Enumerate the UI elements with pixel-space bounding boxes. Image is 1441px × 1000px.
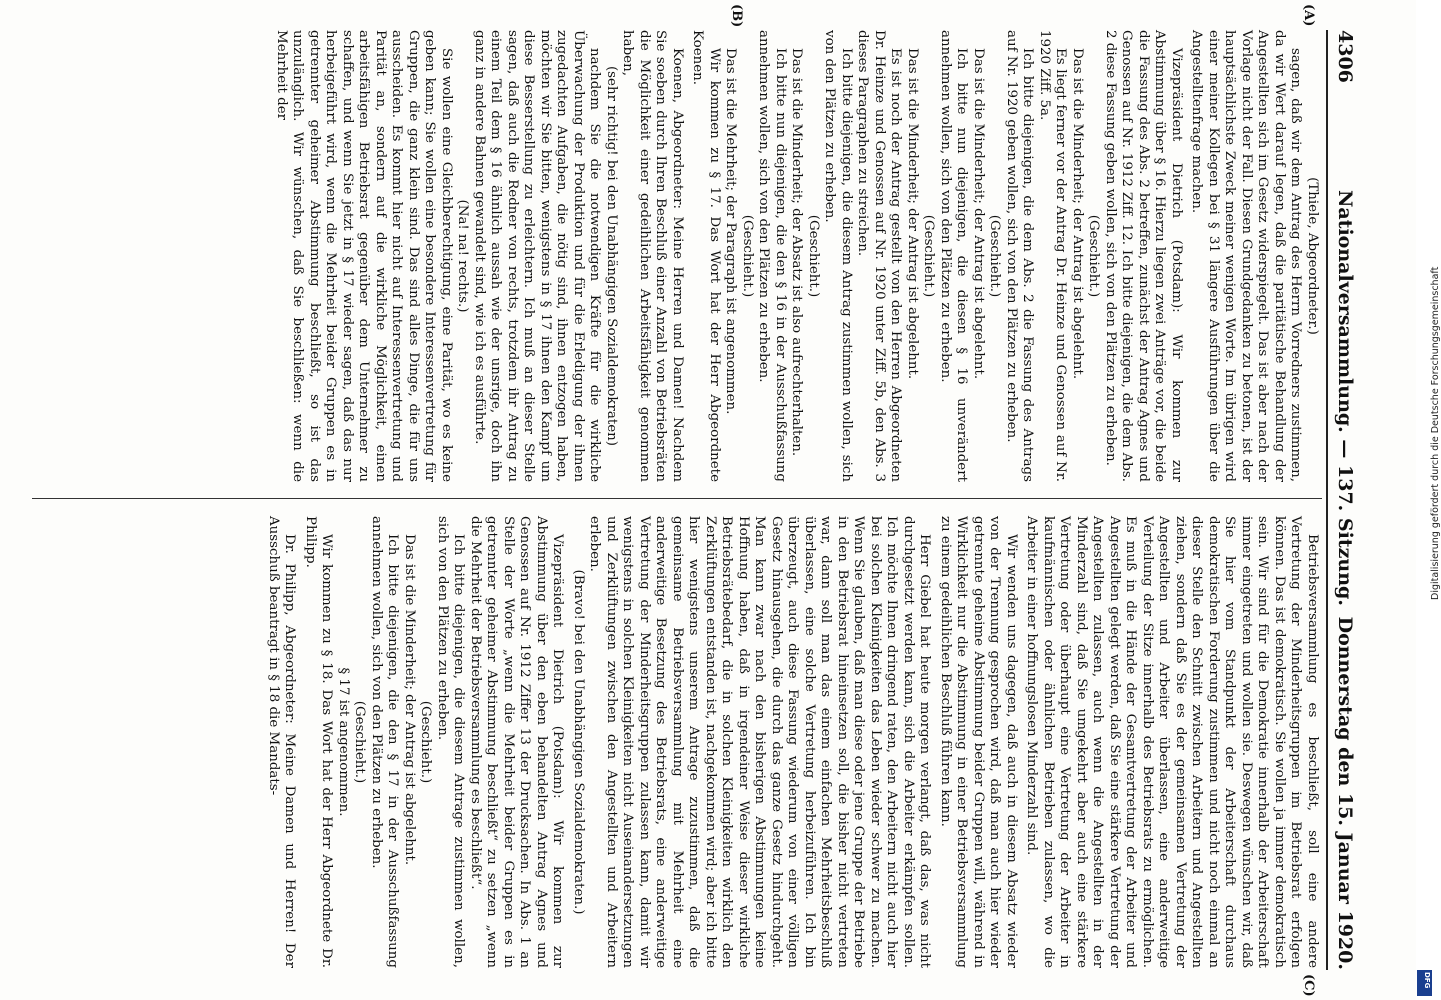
paragraph: Das ist die Minderheit; der Absatz ist also aufrechterhalten. (789, 48, 805, 457)
paragraph: Wir kommen zu § 17. Das Wort hat der Herr Abgeordnete Koenen. (690, 30, 722, 482)
margin-marker-a: (A) (1301, 4, 1316, 27)
paragraph: (Bravo! bei den Unabhängigen Sozialdemokraten.) (571, 569, 586, 915)
dfg-logo-text: DFG (1423, 972, 1431, 989)
left-column (30, 30, 1320, 482)
paragraph: (Geschieht.) (921, 214, 937, 298)
page-header (1326, 30, 1362, 970)
paragraph: § 17 ist angenommen. (336, 667, 351, 817)
paragraph: Ich bitte nun diejenigen, die diesen § 16 unverändert annehmen wollen, sich von den Plätzen zu erheben. (938, 30, 970, 482)
paragraph: Herr Giebel hat heute morgen verlangt, daß das, was nicht durchgesetzt werden kann, sich die Arbeiter erkämpfen sollen. Ich möchte Ihnen dringend raten, den Arbeitern nicht auch hier bei solchen Kleinigkeiten das Leben wieder schwer zu machen. Wenn Sie glauben, daß man diese oder jene Gruppe der Betriebe in den Betriebsrat hineinsetzen soll, die bisher nicht vertreten war, dann soll man das einem einfachen Mehrheitsbeschluß überlassen, eine solche Vertretung herbeizuführen. Ich bin überzeugt, auch diese Fassung wiederum von einer völligen Gesetz hinausgehen, die durch das ganze Gesetz hindurchgeht. Man kann zwar nach den bisherigen Abstimmungen keine Hoffnung haben, daß in irgendeiner Weise dieser wirkliche Betriebsrätebedarf, die in solchen Kleinigkeiten wirklich den Zerklüftungen entstanden ist, nachgekommen wird; aber ich bitte hier wenigstens unserem Antrage zuzustimmen, daß die gemeinsame Betriebsversammlung mit Mehrheit eine anderweitige Besetzung des Betriebsrats, eine anderweitige Vertretung der Minderheitsgruppen zulassen kann, damit wir wenigstens in solchen Kleinigkeiten nicht Auseinandersetzungen und Zerklüftungen zwischen den Angestellten und Arbeitern erleben. (587, 516, 933, 968)
paragraph: Ich bitte diejenigen, die diesem Antrag zustimmen wollen, sich von den Plätzen zu erheben. (822, 30, 854, 482)
header-date: Donnerstag den 15. Januar 1920. (1334, 616, 1356, 970)
dfg-logo (1417, 970, 1432, 996)
paragraph: Wir kommen zu § 18. Das Wort hat der Herr Abgeordnete Dr. Philipp. (303, 516, 335, 968)
paragraph: Betriebsversammlung es beschließt, soll eine andere Vertretung der Minderheitsgruppen im Betriebsrat erfolgen können. Das ist demokratisch. Sie wollen ja immer demokratisch sein. Wir sind für die Demokratie innerhalb der Arbeiterschaft immer eingetreten und wollen sie. Deswegen wünschen wir, daß Sie hier vom Standpunkt der Arbeiterschaft durchaus demokratischen Forderung zustimmen und nicht noch einmal an dieser Stelle den Schnitt zwischen Arbeitern und Angestellten ziehen, sondern daß Sie es der gemeinsamen Vertretung der Angestellten und Arbeiter überlassen, eine anderweitige Verteilung der Sitze innerhalb des Betriebsrats zu ermöglichen. Es muß in die Hände der Gesamtvertretung der Arbeiter und Angestellten gelegt werden, daß Sie eine stärkere Vertretung der Angestellten zulassen, auch wenn die Angestellten in der Minderzahl sind, daß Sie umgekehrt aber auch eine stärkere Vertretung oder überhaupt eine Vertretung der Arbeiter in kaufmännischen oder ähnlichen Betrieben zulassen, wo die Arbeiter in einer hoffnungslosen Minderzahl sind. (1024, 516, 1320, 968)
paragraph: (Geschieht.) (418, 700, 434, 784)
paragraph: Das ist die Mehrheit; der Paragraph ist angenommen. (723, 48, 739, 415)
paragraph: Das ist die Minderheit; der Antrag ist abgelehnt. (402, 534, 417, 866)
paragraph: Ich bitte diejenigen, die dem Abs. 2 die Fassung des Antrags auf Nr. 1920 geben wollen, sich von den Plätzen zu erheben. (1004, 30, 1036, 482)
paragraph: Vizepräsident Dietrich (Potsdam): Wir kommen zur Abstimmung über § 16. Hierzu liegen zwei Anträge vor, die beide die Fassung des Abs. 2 betreffen, zunächst der Antrag Agnes und Genossen auf Nr. 1912 Ziff. 12. Ich bitte diejenigen, die dem Abs. 2 diese Fassung geben wollen, sich von den Plätzen zu erheben. (1103, 30, 1184, 482)
paragraph: Koenen, Abgeordneter: Meine Herren und Damen! Nachdem Sie soeben durch Ihren Beschluß einer Anzahl von Betriebsräten die Möglichkeit einer gedeihlichen Arbeitsfähigkeit genommen haben, (620, 30, 685, 482)
paragraph: (Geschieht.) (806, 214, 821, 298)
paragraph: Ich bitte diejenigen, die diesem Antrage zustimmen wollen, sich von den Plätzen zu erheben. (435, 516, 467, 968)
paragraph: nachdem Sie die notwendigen Kräfte für die wirkliche Überwachung der Produktion und für die Erledigung der ihnen zugedachten Aufgaben, die nötig sind, ihnen entzogen haben, möchten wir Sie bitten, wenigstens in § 17 ihnen den Kampf um diese Besserstellung zu erleichtern. Ich muß an dieser Stelle sagen, daß auch die Redner von rechts, trotzdem ihr Antrag zu einem Teil dem § 16 ähnlich aussah wie der unsrige, doch ihn ganz in andere Bahnen gewandelt sind, wie ich es ausführte. (472, 30, 603, 482)
margin-marker-c: (C) (1301, 974, 1316, 997)
right-column (30, 516, 1320, 968)
paragraph: (Geschieht.) (987, 214, 1003, 298)
paragraph: sagen, daß wir dem Antrag des Herrn Vorredners zustimmen, da wir Wert darauf legen, daß die paritätische Behandlung der Angestellten sich im Gesetz widerspiegelt. Das ist aber nach der Vorlage nicht der Fall. Diesen Grundgedanken zu betonen, ist der hauptsächlichste Zweck meiner wenigen Worte. Im übrigen wird einer meiner Kollegen bei § 31 längere Ausführungen über die Angestelltenfrage machen. (1189, 30, 1304, 482)
column-divider (32, 498, 1322, 499)
paragraph: (Geschieht.) (352, 700, 368, 784)
paragraph: Wir wenden uns dagegen, daß auch in diesem Absatz wieder von der Trennung gesprochen wird, daß man auch hier wieder getrennte geheime Abstimmung beider Gruppen will, während in Wirklichkeit nur die Abstimmung in einer Betriebsversammlung zu einem gedeihlichen Beschluß führen kann. (938, 516, 1019, 968)
paragraph: Das ist die Minderheit; der Antrag ist abgelehnt. (971, 48, 986, 380)
paragraph: (Thiele, Abgeordneter.) (1305, 177, 1320, 335)
paragraph: Es ist noch der Antrag gestellt von den Herren Abgeordneten Dr. Heinze und Genossen auf Nr. 1920 unter Ziff. 5b, den Abs. 3 dieses Paragraphen zu streichen. (855, 30, 904, 482)
paragraph: Dr. Philipp, Abgeordneter: Meine Damen und Herren! Der Ausschuß beantragt in § 18 die Mandats- (266, 516, 298, 968)
footer-strip (1416, 0, 1441, 1000)
paragraph: (Geschieht.) (1086, 214, 1102, 298)
paragraph: Das ist die Minderheit; der Antrag ist abgelehnt. (1070, 48, 1085, 380)
margin-marker-b: (B) (729, 4, 744, 28)
footer-credit: Digitalisierung gefördert durch die Deutsche Forschungsgemeinschaft (1430, 266, 1441, 600)
paragraph: Ich bitte nun diejenigen, die den § 16 in der Ausschußfassung annehmen wollen, sich von den Plätzen zu erheben. (756, 30, 788, 482)
paragraph: (sehr richtig! bei den Unabhängigen Sozialdemokraten) (604, 65, 619, 447)
paragraph: Es liegt ferner vor der Antrag Dr. Heinze und Genossen auf Nr. 1920 Ziff. 5a. (1037, 30, 1069, 482)
paragraph: Sie wollen eine Gleichberechtigung, eine Parität, wo es keine geben kann; Sie wollen eine besondere Interessenvertretung für Gruppen, die ganz klein sind. Das sind alles Dinge, die für uns ausscheiden. Es kommt hier nicht auf Interessenvertretung und Parität an, sondern auf die wirkliche Möglichkeit, einen arbeitsfähigen Betriebsrat gegenüber dem Unternehmer zu schaffen, und wenn Sie jetzt in § 17 wieder sagen, daß das nur herbeigeführt wird, wenn die Mehrheit beider Gruppen es in getrennter geheimer Abstimmung beschließt, so ist das unzulänglich. Wir wünschen, daß Sie beschließen: wenn die Mehrheit der (274, 30, 454, 482)
paragraph: Ich bitte diejenigen, die den § 17 in der Ausschußfassung annehmen wollen, sich von den Plätzen zu erheben. (369, 516, 401, 968)
page-number: 4306 (1334, 30, 1356, 83)
paragraph: Das ist die Minderheit; der Antrag ist abgelehnt. (905, 48, 920, 380)
paragraph: (Na! na! rechts.) (455, 199, 471, 313)
paragraph: Vizepräsident Dietrich (Potsdam): Wir kommen zur Abstimmung über den eben behandelten Antrag Agnes und Genossen auf Nr. 1912 Ziffer 13 der Drucksachen. In Abs. 1 an Stelle der Worte „wenn die Mehrheit beider Gruppen es in getrennter geheimer Abstimmung beschließt“ zu setzen „wenn die Mehrheit der Betriebsversammlung es beschließt“. (468, 516, 566, 968)
header-title: Nationalversammlung. — 137. Sitzung. (1334, 190, 1356, 606)
paragraph: (Geschieht.) (740, 214, 755, 298)
